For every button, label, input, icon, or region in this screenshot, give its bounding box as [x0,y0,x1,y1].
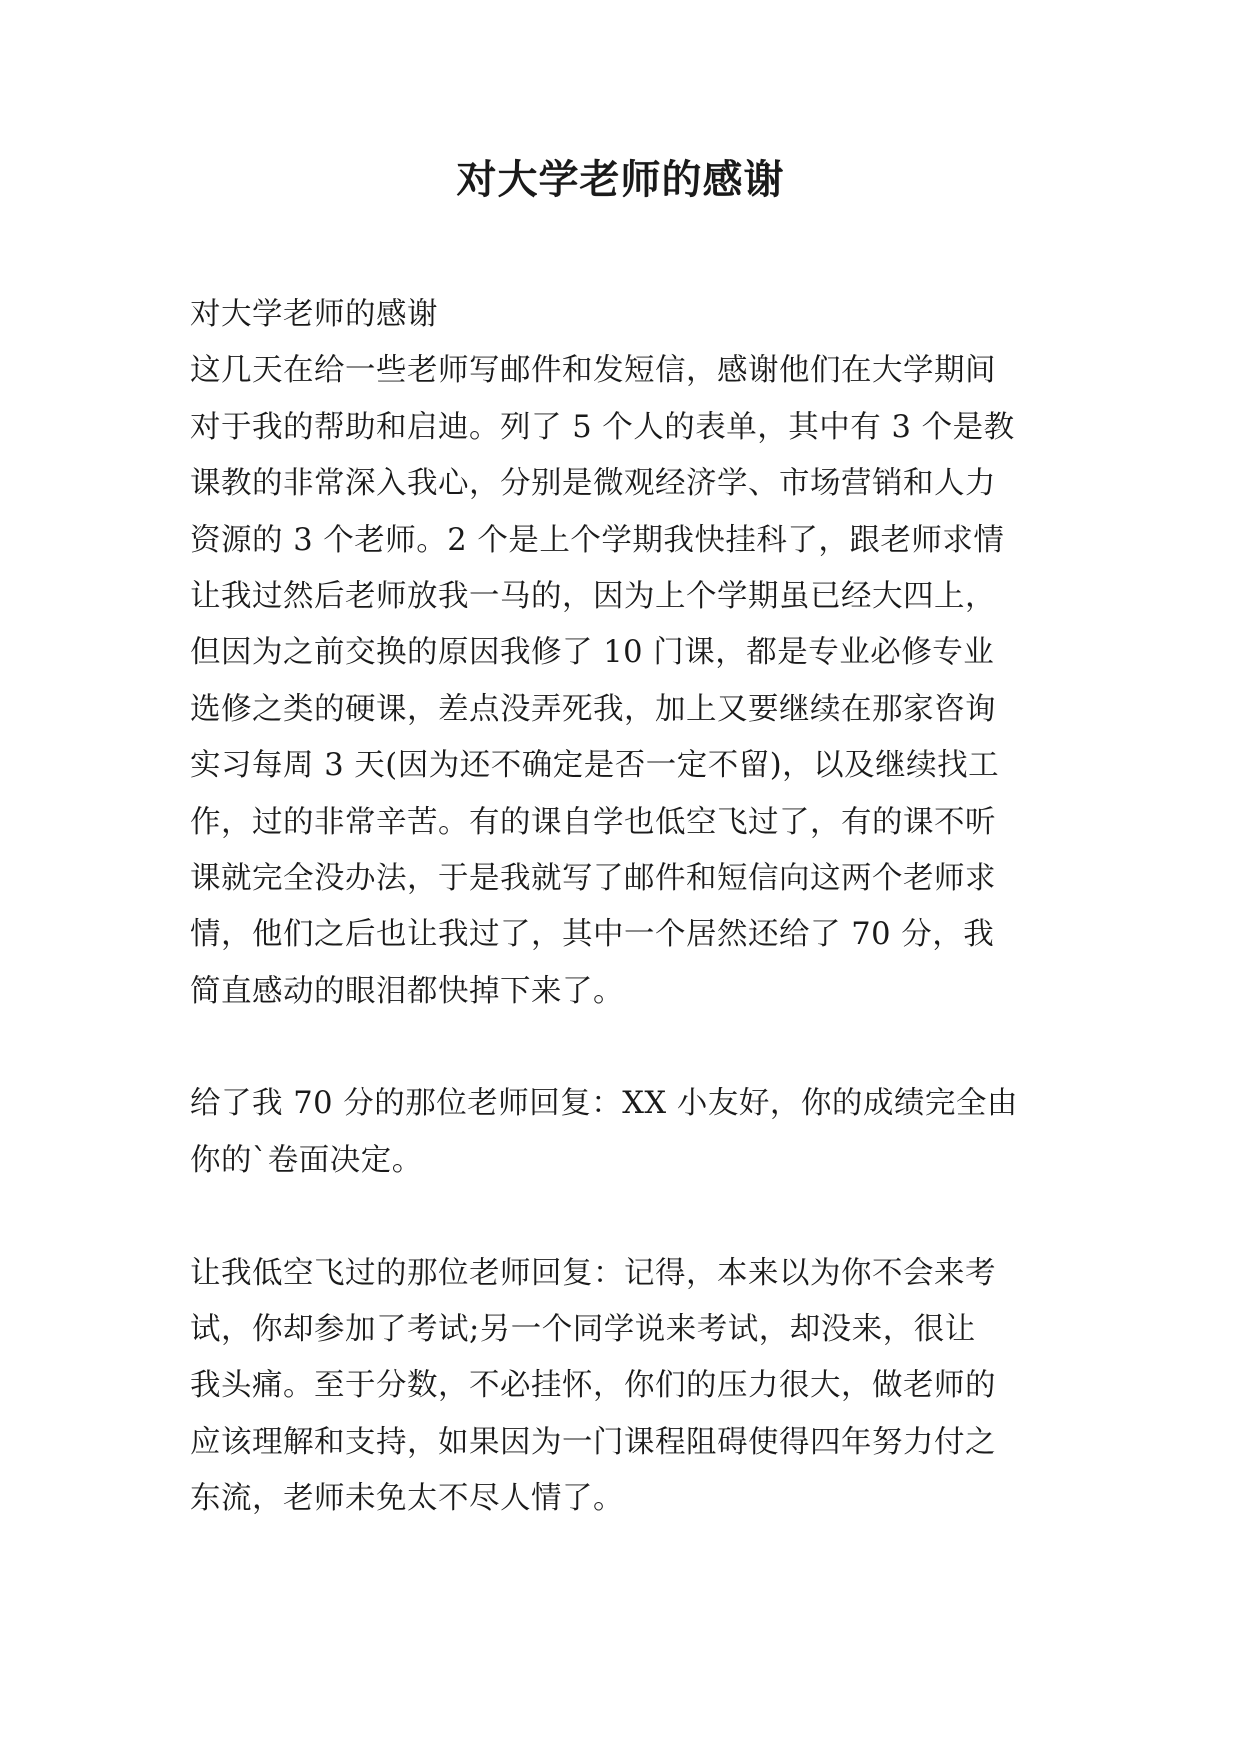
document-body [190,287,1070,1528]
document-title: 对大学老师的感谢 [456,157,785,203]
body-line: 资源的 3 个老师。2 个是上个学期我快挂科了，跟老师求情 [190,522,1005,558]
body-line: 作，过的非常辛苦。有的课自学也低空飞过了，有的课不听 [190,804,996,840]
body-line: 简直感动的眼泪都快掉下来了。 [190,973,624,1009]
body-line: 让我低空飞过的那位老师回复：记得，本来以为你不会来考 [190,1255,996,1291]
body-line: 对于我的帮助和启迪。列了 5 个人的表单，其中有 3 个是教 [190,409,1015,445]
body-line: 你的`卷面决定。 [190,1142,423,1178]
body-line: 给了我 70 分的那位老师回复：XX 小友好，你的成绩完全由 [190,1086,1018,1122]
body-line: 这几天在给一些老师写邮件和发短信，感谢他们在大学期间 [190,353,996,389]
body-line: 情，他们之后也让我过了，其中一个居然还给了 70 分，我 [190,917,995,953]
body-line: 东流，老师未免太不尽人情了。 [190,1481,624,1517]
body-line: 应该理解和支持，如果因为一门课程阻碍使得四年努力付之 [190,1424,996,1460]
body-line: 课就完全没办法，于是我就写了邮件和短信向这两个老师求 [190,860,996,896]
body-line: 课教的非常深入我心，分别是微观经济学、市场营销和人力 [190,466,996,502]
paragraph-gap [190,1189,1070,1245]
body-line: 实习每周 3 天(因为还不确定是否一定不留)，以及继续找工 [190,748,1000,784]
body-line: 选修之类的硬课，差点没弄死我，加上又要继续在那家咨询 [190,691,996,727]
body-line: 对大学老师的感谢 [190,297,438,332]
body-line: 我头痛。至于分数，不必挂怀，你们的压力很大，做老师的 [190,1368,996,1404]
body-line: 让我过然后老师放我一马的，因为上个学期虽已经大四上， [190,578,996,614]
body-line: 但因为之前交换的原因我修了 10 门课，都是专业必修专业 [190,635,995,671]
body-line: 试，你却参加了考试;另一个同学说来考试，却没来，很让 [190,1312,976,1348]
paragraph-gap [190,1020,1070,1076]
